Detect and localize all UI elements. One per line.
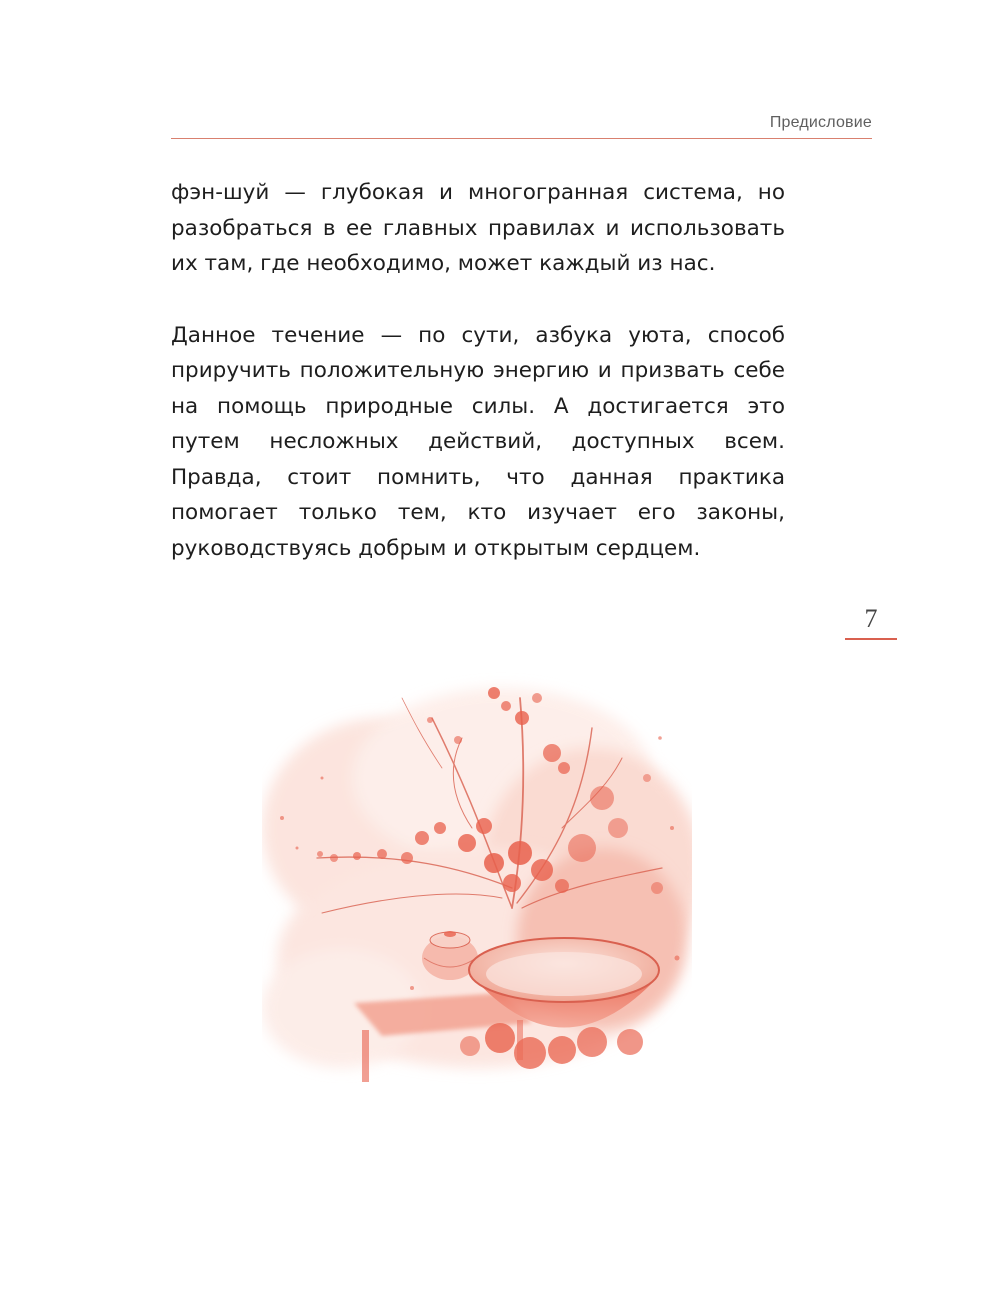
paragraph-1: фэн-шуй — глубокая и многогранная система, но разобраться в ее главных правилах и использовать их там, где необходимо, может каждый из нас. (171, 180, 785, 276)
section-title: Предисловие (769, 114, 872, 131)
running-header (171, 114, 872, 139)
paragraph-2: Данное течение — по сути, азбука уюта, способ приручить положительную энергию и призвать себе на помощь природные силы. А достигается это путем несложных действий, доступных всем. Правда, стоит помнить, что данная практика помогает только тем, кто изучает его законы, руководствуясь добрым и открытым сердцем. (171, 322, 785, 561)
page-number: 7 (864, 604, 878, 633)
body-text (171, 175, 785, 566)
watercolor-illustration (262, 658, 692, 1090)
paragraph-gap (171, 282, 785, 318)
page-number-block (845, 602, 897, 640)
